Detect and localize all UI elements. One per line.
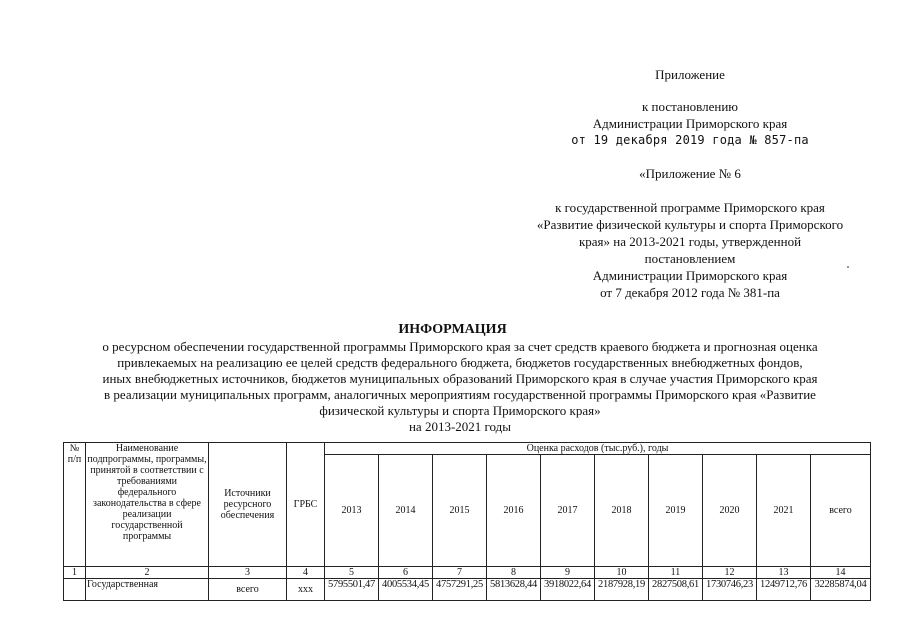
index-row — [64, 567, 871, 579]
to-resolution-label: к постановлению — [641, 99, 739, 114]
row-source: всего — [209, 579, 287, 601]
document-subtitle — [55, 339, 865, 435]
index-cell: 13 — [757, 567, 811, 579]
subtitle-line: привлекаемых на реализацию ее целей средств федерального бюджета, бюджетов государственных внебюджетных фондов, — [117, 355, 803, 370]
program-line: постановлением — [644, 251, 736, 266]
index-cell: 10 — [595, 567, 649, 579]
index-cell: 1 — [64, 567, 86, 579]
index-cell: 7 — [433, 567, 487, 579]
year-header: 2015 — [433, 455, 487, 567]
resolution-date-handwritten: от 19 декабря 2019 года № 857-па — [571, 133, 809, 147]
value-cell: 1249712,76 — [757, 579, 811, 601]
program-line: к государственной программе Приморского края — [555, 200, 825, 215]
index-cell: 9 — [541, 567, 595, 579]
table-row — [64, 579, 871, 601]
year-header: 2021 — [757, 455, 811, 567]
col-sources-header: Источники ресурсного обеспечения — [209, 443, 287, 567]
index-cell: 6 — [379, 567, 433, 579]
year-header: 2016 — [487, 455, 541, 567]
value-cell: 1730746,23 — [703, 579, 757, 601]
subtitle-line: в реализации муниципальных программ, аналогичных мероприятиям государственной программы Приморского края «Развитие — [104, 387, 816, 402]
year-header: 2018 — [595, 455, 649, 567]
row-grbs: ххх — [287, 579, 325, 601]
scan-speck — [847, 266, 849, 268]
row-no — [64, 579, 86, 601]
value-cell: 3918022,64 — [541, 579, 595, 601]
year-header: 2020 — [703, 455, 757, 567]
program-line: от 7 декабря 2012 года № 381-па — [600, 285, 780, 300]
index-cell: 5 — [325, 567, 379, 579]
value-cell: 4757291,25 — [433, 579, 487, 601]
subtitle-line: на 2013-2021 годы — [408, 419, 512, 434]
value-cell: 4005534,45 — [379, 579, 433, 601]
administration-label: Администрации Приморского края — [592, 116, 788, 131]
year-header: 2019 — [649, 455, 703, 567]
index-cell: 3 — [209, 567, 287, 579]
year-header: 2017 — [541, 455, 595, 567]
index-cell: 4 — [287, 567, 325, 579]
year-header: 2014 — [379, 455, 433, 567]
subtitle-line: иных внебюджетных источников, бюджетов муниципальных образований Приморского края в случае участия Приморского края — [102, 371, 818, 386]
program-line: Администрации Приморского края — [592, 268, 788, 283]
year-header: всего — [811, 455, 871, 567]
value-cell: 5813628,44 — [487, 579, 541, 601]
index-cell: 12 — [703, 567, 757, 579]
col-no-header: № п/п — [64, 443, 86, 567]
subtitle-line: о ресурсном обеспечении государственной программы Приморского края за счет средств краевого бюджета и прогнозная оценка — [102, 339, 818, 354]
resolution-reference — [500, 98, 880, 149]
col-grbs-header: ГРБС — [287, 443, 325, 567]
total-cell: 32285874,04 — [811, 579, 871, 601]
index-cell: 14 — [811, 567, 871, 579]
col-name-header: Наименование подпрограммы, программы, принятой в соответствии с требованиями федерального законодательства в сфере реализации государственной программы — [86, 443, 209, 567]
appendix-header — [500, 66, 880, 83]
year-header: 2013 — [325, 455, 379, 567]
value-cell: 5795501,47 — [325, 579, 379, 601]
program-line: «Развитие физической культуры и спорта Приморского — [536, 217, 844, 232]
index-cell: 2 — [86, 567, 209, 579]
subtitle-line: физической культуры и спорта Приморского края» — [319, 403, 601, 418]
row-name: Государственная — [86, 579, 209, 601]
value-cell: 2187928,19 — [595, 579, 649, 601]
document-title: ИНФОРМАЦИЯ — [398, 322, 507, 337]
resource-table — [63, 442, 871, 601]
index-cell: 11 — [649, 567, 703, 579]
index-cell: 8 — [487, 567, 541, 579]
header-row — [64, 443, 871, 455]
appendix-6-label: «Приложение № 6 — [639, 166, 741, 181]
col-estimate-header: Оценка расходов (тыс.руб.), годы — [325, 443, 871, 455]
appendix-label: Приложение — [655, 67, 725, 82]
program-reference — [500, 199, 880, 301]
value-cell: 2827508,61 — [649, 579, 703, 601]
program-line: края» на 2013-2021 годы, утвержденной — [578, 234, 802, 249]
